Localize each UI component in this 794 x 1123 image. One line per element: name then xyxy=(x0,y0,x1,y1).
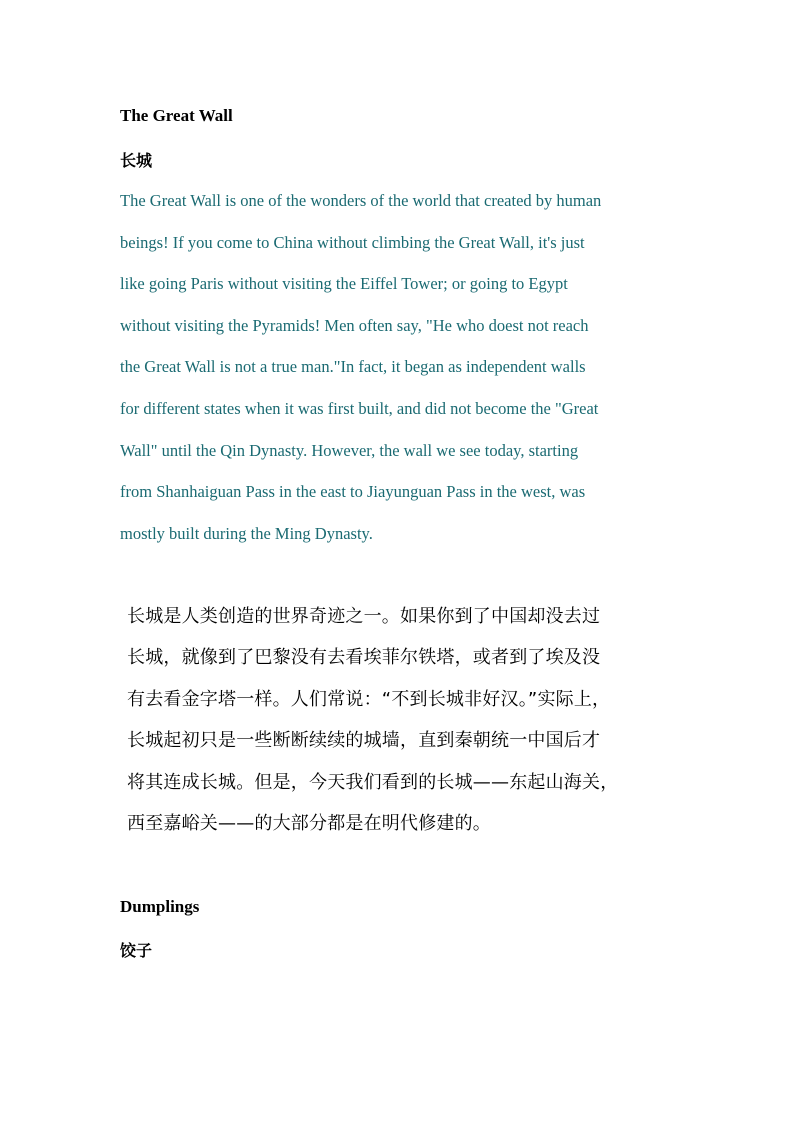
section-title-dumplings-cn: 饺子 xyxy=(120,941,153,960)
english-line: beings! If you come to China without climbing the Great Wall, it's just xyxy=(120,232,585,252)
english-line: without visiting the Pyramids! Men often say, "He who doest not reach xyxy=(120,315,589,335)
english-line: mostly built during the Ming Dynasty. xyxy=(120,523,373,543)
section-title-great-wall-cn: 长城 xyxy=(120,151,153,170)
english-paragraph xyxy=(120,187,680,561)
english-line: The Great Wall is one of the wonders of the world that created by human xyxy=(120,191,602,210)
english-line: Wall" until the Qin Dynasty. However, the wall we see today, starting xyxy=(120,440,579,460)
chinese-line: 将其连成长城。但是，今天我们看到的长城——东起山海关， xyxy=(127,771,619,793)
chinese-line: 长城是人类创造的世界奇迹之一。如果你到了中国却没去过 xyxy=(127,606,601,627)
chinese-line: 长城起初只是一些断断续续的城墙，直到秦朝统一中国后才 xyxy=(127,730,601,752)
chinese-line: 西至嘉峪关——的大部分都是在明代修建的。 xyxy=(127,812,491,834)
english-line: like going Paris without visiting the Eiffel Tower; or going to Egypt xyxy=(120,274,568,294)
chinese-line: 有去看金字塔一样。人们常说：“不到长城非好汉。”实际上， xyxy=(127,688,611,710)
english-line: from Shanhaiguan Pass in the east to Jiayunguan Pass in the west, was xyxy=(120,482,586,502)
english-line: for different states when it was first built, and did not become the "Great xyxy=(120,398,599,418)
chinese-paragraph xyxy=(127,603,707,851)
chinese-line: 长城，就像到了巴黎没有去看埃菲尔铁塔，或者到了埃及没 xyxy=(127,647,601,669)
section-title-great-wall: The Great Wall xyxy=(120,106,233,125)
section-title-dumplings: Dumplings xyxy=(120,897,200,916)
english-line: the Great Wall is not a true man."In fact, it began as independent walls xyxy=(120,357,586,377)
